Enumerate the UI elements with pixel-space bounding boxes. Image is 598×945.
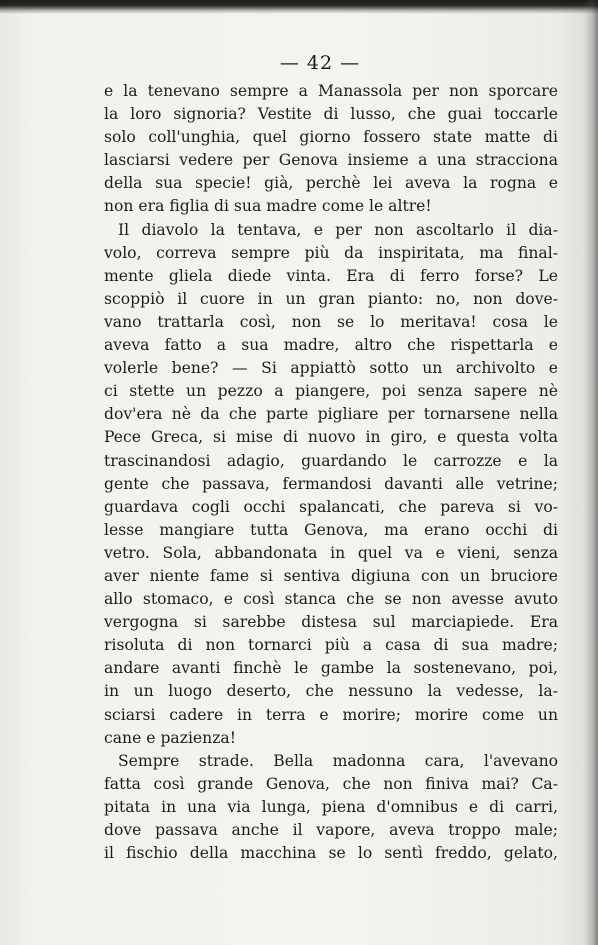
text-line: aveva fatto a sua madre, altro che rispettarla e (104, 336, 558, 355)
text-line: dov'era nè da che parte pigliare per tornarsene nella (104, 405, 558, 424)
text-line: gente che passava, fermandosi davanti alle vetrine; (104, 474, 558, 493)
text-line: e la tenevano sempre a Manassola per non sporcare (104, 82, 558, 100)
text-line: ci stette un pezzo a piangere, poi senza sapere nè (104, 382, 558, 401)
text-line: pitata in una via lunga, piena d'omnibus e di carri, (104, 797, 558, 816)
text-line: mente gliela diede vinta. Era di ferro forse? Le (104, 266, 558, 285)
text-line: vano trattarla così, non se lo meritava! cosa le (104, 312, 558, 331)
text-line: andare avanti finchè le gambe la sostenevano, poi, (104, 659, 558, 678)
text-line: sciarsi cadere in terra e morire; morire come un (104, 705, 558, 724)
text-line: scoppiò il cuore in un gran pianto: no, non dove- (104, 289, 558, 308)
text-line: volo, correva sempre più da inspiritata, ma final- (104, 243, 558, 262)
scan-right-edge (584, 0, 598, 945)
text-line: lasciarsi vedere per Genova insieme a una stracciona (104, 151, 558, 170)
text-line: il fischio della macchina se lo sentì freddo, gelato, (104, 844, 558, 863)
text-line: vergogna si sarebbe distesa sul marciapiede. Era (104, 613, 558, 632)
text-line: fatta così grande Genova, che non finiva mai? Ca- (104, 774, 558, 793)
text-line: vetro. Sola, abbandonata in quel va e vieni, senza (104, 543, 558, 562)
scan-top-shadow (0, 0, 598, 14)
text-line: risoluta di non tornarci più a casa di sua madre; (104, 636, 558, 655)
body-text (104, 80, 558, 865)
text-line: Sempre strade. Bella madonna cara, l'avevano (118, 751, 558, 770)
text-line: lesse mangiare tutta Genova, ma erano occhi di (104, 520, 558, 539)
text-line: non era figlia di sua madre come le altre! (104, 197, 432, 216)
text-line: solo coll'unghia, quel giorno fossero state matte di (104, 128, 558, 147)
text-line: aver niente fame si sentiva digiuna con un bruciore (104, 566, 558, 585)
text-line: volerle bene? — Si appiattò sotto un archivolto e (104, 359, 558, 378)
text-line: guardava cogli occhi spalancati, che pareva si vo- (104, 497, 558, 516)
text-line: trascinandosi adagio, guardando le carrozze e la (104, 451, 558, 470)
text-line: in un luogo deserto, che nessuno la vedesse, la- (104, 682, 558, 701)
text-line: la loro signoria? Vestite di lusso, che guai toccarle (104, 105, 558, 124)
text-line: cane e pazienza! (104, 728, 236, 747)
text-line: Pece Greca, si mise di nuovo in giro, e questa volta (104, 428, 558, 447)
text-line: Il diavolo la tentava, e per non ascoltarlo il dia- (118, 220, 558, 239)
text-line: dove passava anche il vapore, aveva troppo male; (104, 821, 558, 839)
text-line: della sua specie! già, perchè lei aveva la rogna e (104, 174, 558, 193)
page-number: — 42 — (279, 52, 361, 74)
text-line: allo stomaco, e così stanca che se non avesse avuto (104, 590, 558, 609)
